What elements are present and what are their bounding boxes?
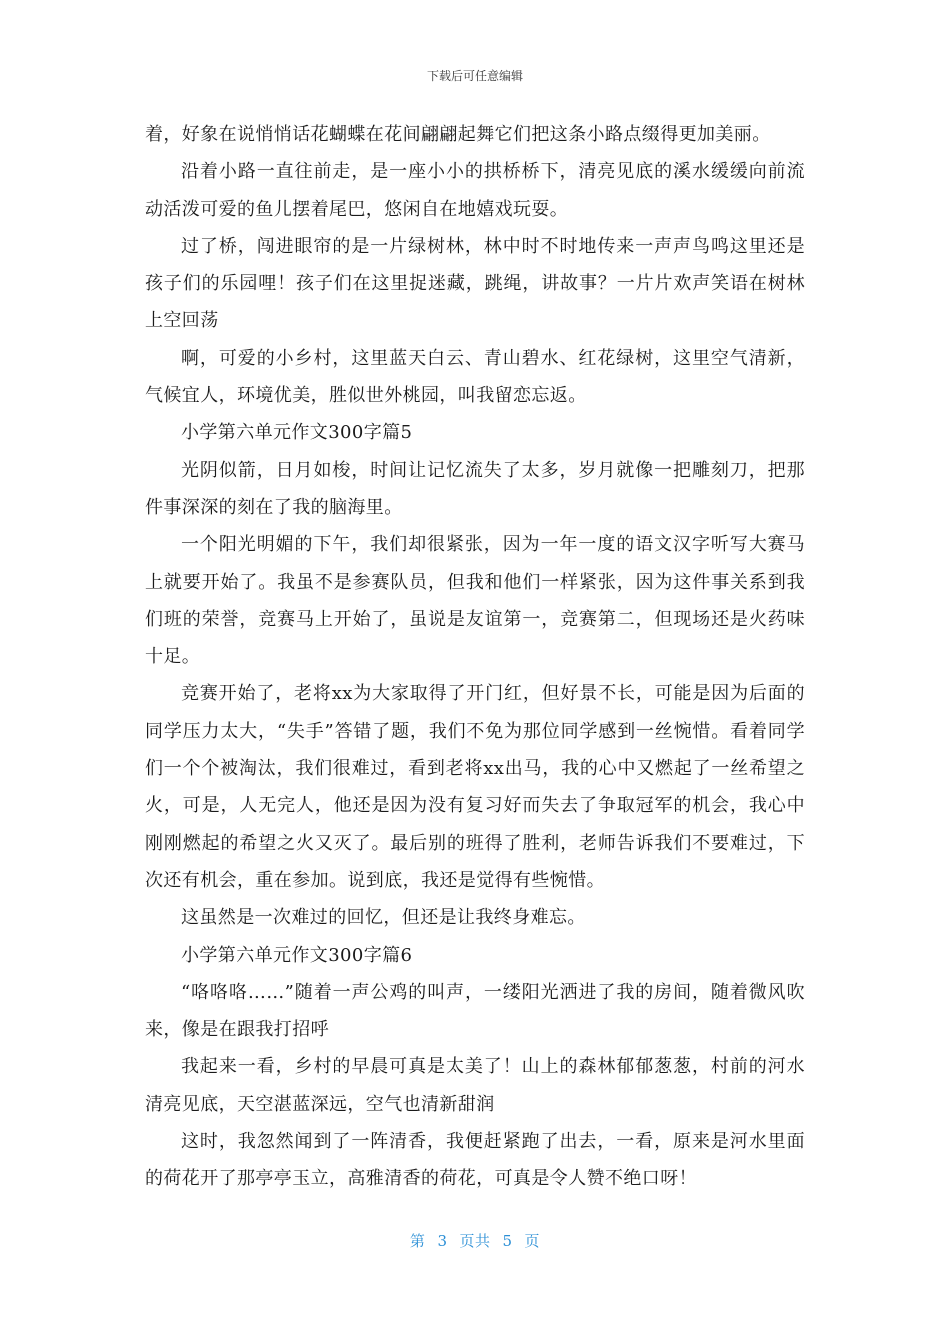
paragraph: 沿着小路一直往前走，是一座小小的拱桥桥下，清亮见底的溪水缓缓向前流动活泼可爱的鱼儿摆着尾巴，悠闲自在地嬉戏玩耍。 [145,161,805,220]
section-heading: 小学第六单元作文300字篇5 [181,422,413,444]
paragraph: 这时，我忽然闻到了一阵清香，我便赶紧跑了出去，一看，原来是河水里面的荷花开了那亭亭玉立，高雅清香的荷花，可真是令人赞不绝口呀！ [145,1131,805,1190]
total-page-count: 5 [502,1232,513,1250]
page-footer [0,1230,950,1251]
section-heading: 小学第六单元作文300字篇6 [181,944,413,966]
paragraph: 过了桥，闯进眼帘的是一片绿树林，林中时不时地传来一声声鸟鸣这里还是孩子们的乐园哩！孩子们在这里捉迷藏，跳绳，讲故事？一片片欢声笑语在树林上空回荡 [145,235,805,332]
paragraph: 竞赛开始了，老将xx为大家取得了开门红，但好景不长，可能是因为后面的同学压力太大，“失手”答错了题，我们不免为那位同学感到一丝惋惜。看着同学们一个个被淘汰，我们很难过，看到老将xx出马，我的心中又燃起了一丝希望之火，可是，人无完人，他还是因为没有复习好而失去了争取冠军的机会，我心中刚刚燃起的希望之火又灭了。最后别的班得了胜利，老师告诉我们不要难过，下次还有机会，重在参加。说到底，我还是觉得有些惋惜。 [145,683,805,891]
footer-label-ye: 页 [524,1232,541,1250]
paragraph: 着，好象在说悄悄话花蝴蝶在花间翩翩起舞它们把这条小路点缀得更加美丽。 [145,124,771,145]
paragraph: 这虽然是一次难过的回忆，但还是让我终身难忘。 [181,907,586,929]
paragraph: 我起来一看，乡村的早晨可真是太美了！山上的森林郁郁葱葱，村前的河水清亮见底，天空湛蓝深远，空气也清新甜润 [145,1056,805,1115]
paragraph: “咯咯咯……”随着一声公鸡的叫声，一缕阳光洒进了我的房间，随着微风吹来，像是在跟我打招呼 [145,981,805,1041]
page-header: 下载后可任意编辑 [426,69,523,83]
paragraph: 一个阳光明媚的下午，我们却很紧张，因为一年一度的语文汉字听写大赛马上就要开始了。我虽不是参赛队员，但我和他们一样紧张，因为这件事关系到我们班的荣誉，竞赛马上开始了，虽说是友谊第一，竞赛第二，但现场还是火药味十足。 [145,534,805,668]
footer-label-ye-gong: 页共 [459,1232,491,1250]
paragraph: 光阴似箭，日月如梭，时间让记忆流失了太多，岁月就像一把雕刻刀，把那件事深深的刻在了我的脑海里。 [145,459,805,518]
paragraph: 啊，可爱的小乡村，这里蓝天白云、青山碧水、红花绿树，这里空气清新，气候宜人，环境优美，胜似世外桃园，叫我留恋忘返。 [145,347,805,407]
footer-label-di: 第 [409,1232,426,1250]
document-body [145,116,805,1198]
current-page-number: 3 [437,1232,448,1250]
